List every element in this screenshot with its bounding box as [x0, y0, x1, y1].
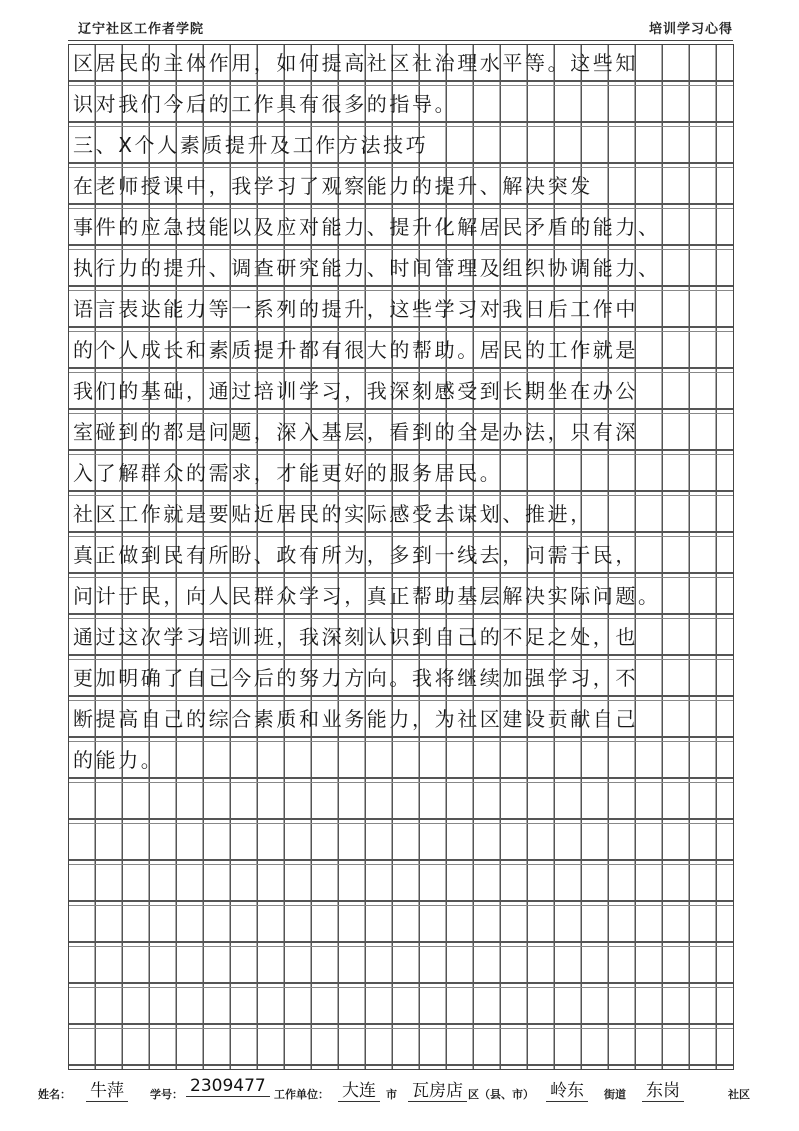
district-value: 瓦房店: [408, 1076, 467, 1102]
street-value: 岭东: [546, 1076, 588, 1102]
name-label: 姓名：: [38, 1088, 71, 1101]
signature-footer: [38, 1078, 759, 1104]
text-line-12: 社区工作就是要贴近居民的实际感受去谋划、推进，: [73, 502, 593, 526]
community-value: 东岗: [642, 1076, 684, 1102]
text-line-15: 通过这次学习培训班，我深刻认识到自己的不足之处，也: [73, 625, 638, 649]
text-line-1: 区居民的主体作用，如何提高社区社治理水平等。这些知: [73, 51, 638, 75]
text-line-16: 更加明确了自己今后的努力方向。我将继续加强学习，不: [73, 666, 638, 690]
student-id-value: 2309477: [186, 1076, 270, 1097]
city-value: 大连: [338, 1076, 380, 1102]
community-label: 社区: [728, 1088, 750, 1101]
grid-paper: [68, 44, 734, 1070]
work-unit-label: 工作单位：: [274, 1088, 329, 1101]
name-value: 牛萍: [86, 1076, 128, 1102]
text-line-7: 语言表达能力等一系列的提升，这些学习对我日后工作中: [73, 297, 638, 321]
text-line-10: 室碰到的都是问题，深入基层，看到的全是办法，只有深: [73, 420, 638, 444]
text-line-17: 断提高自己的综合素质和业务能力，为社区建设贡献自己: [73, 707, 638, 731]
text-line-18: 的能力。: [73, 748, 164, 772]
text-line-4: 在老师授课中，我学习了观察能力的提升、解决突发: [73, 174, 593, 198]
text-line-14: 问计于民，向人民群众学习，真正帮助基层解决实际问题。: [73, 584, 661, 608]
text-line-6: 执行力的提升、调查研究能力、时间管理及组织协调能力、: [73, 256, 661, 280]
text-line-13: 真正做到民有所盼、政有所为，多到一线去，问需于民，: [73, 543, 638, 567]
header-left-title: 辽宁社区工作者学院: [78, 22, 205, 37]
city-label: 市: [386, 1088, 397, 1101]
text-line-2: 识对我们今后的工作具有很多的指导。: [73, 92, 458, 116]
text-line-8: 的个人成长和素质提升都有很大的帮助。居民的工作就是: [73, 338, 638, 362]
text-line-3: 三、X个人素质提升及工作方法技巧: [73, 133, 429, 157]
header-divider: [68, 40, 733, 41]
street-label: 街道: [604, 1088, 626, 1101]
district-label: 区（县、市）: [468, 1088, 534, 1101]
text-line-11: 入了解群众的需求，才能更好的服务居民。: [73, 461, 503, 485]
header-right-title: 培训学习心得: [648, 22, 733, 37]
text-line-9: 我们的基础，通过培训学习，我深刻感受到长期坐在办公: [73, 379, 638, 403]
student-id-label: 学号：: [150, 1088, 183, 1101]
text-line-5: 事件的应急技能以及应对能力、提升化解居民矛盾的能力、: [73, 215, 661, 239]
